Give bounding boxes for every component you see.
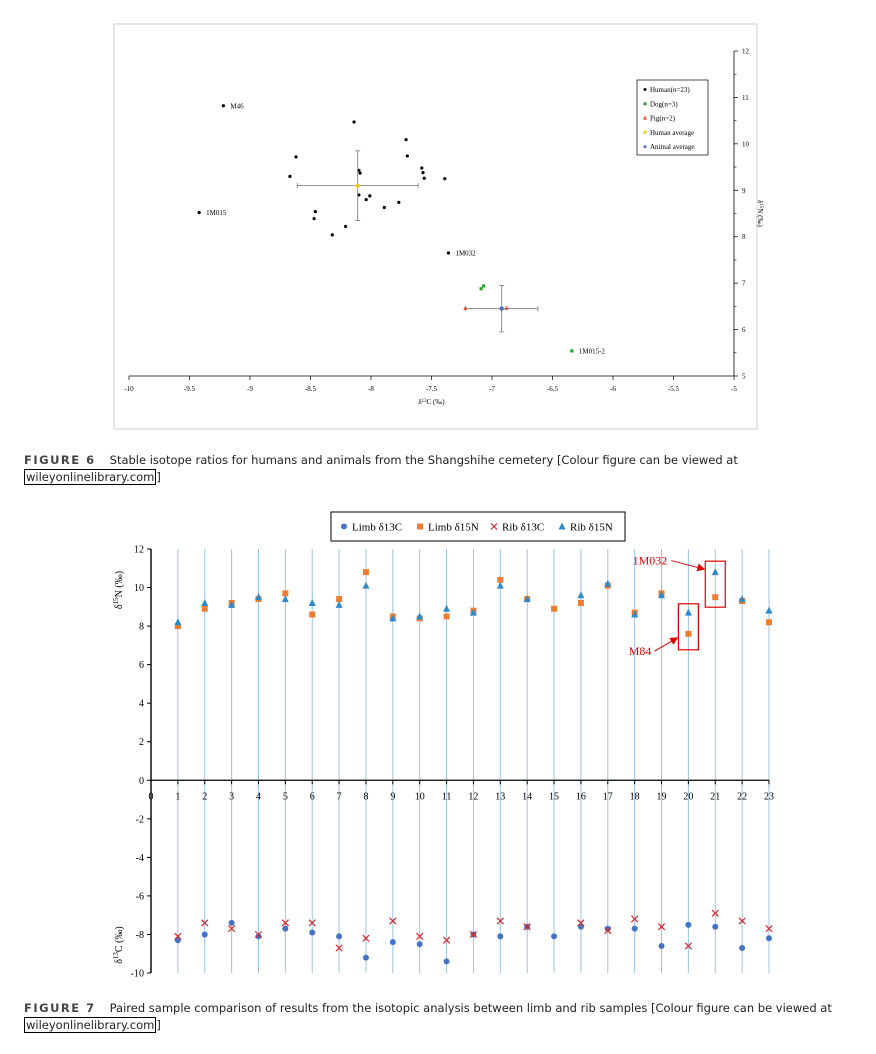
figure-6-link[interactable]: wileyonlinelibrary.com [26,470,155,484]
y-tick-label: 12 [134,544,144,556]
y-tick-label: 5 [742,372,746,381]
data-point [712,594,718,600]
y-tick-label: 10 [742,140,749,149]
y-tick-label: 12 [742,47,749,56]
data-point [551,606,557,612]
annotation-arrow-m84 [654,638,677,651]
figure-7-caption-text: Paired sample comparison of results from the isotopic analysis between limb and rib samples [Colour figure can be viewed at [109,1001,832,1015]
legend-entry-2: Pig(n=2) [650,114,675,123]
legend-entry-0: Human(n=23) [650,86,690,94]
data-point [309,599,316,606]
x-tick-label: 22 [737,791,748,803]
x-tick-label: 14 [522,791,533,803]
x-tick-label: -5 [731,385,737,393]
legend-marker [341,524,347,530]
annotations [629,554,726,659]
x-tick-label: 15 [549,791,560,803]
x-tick-label: 5 [282,791,288,803]
data-point [712,924,718,930]
x-tick-label: -8 [368,385,374,393]
legend-entry-2: Rib δ13C [502,521,545,534]
data-point [444,958,450,964]
x-tick-label: 21 [710,791,721,803]
data-point [309,612,315,618]
data-point [443,605,450,612]
x-tick-label: 17 [602,791,613,803]
data-point [282,926,288,932]
y-axis-label-top: $\delta^{15}N$ (‰) [112,570,125,610]
data-point [417,941,423,947]
y-axis-label: $\delta^{15}N$ (‰) [756,200,764,227]
figure-7-caption [24,1000,854,1034]
x-tick-label: 6 [309,791,315,803]
x-tick-label: 13 [495,791,506,803]
data-point [362,582,369,589]
x-tick-label: 1 [175,791,181,803]
y-tick-label: -2 [135,814,144,826]
legend-entry-3: Rib δ15N [570,521,613,534]
x-tick-label: 18 [629,791,640,803]
data-point [685,922,691,928]
x-tick-label: 3 [229,791,235,803]
x-tick-label: 0 [148,791,154,803]
data-point [363,955,369,961]
figure-7-label: FIGURE 7 [24,1001,96,1015]
annotation-arrow-1m032 [671,561,704,570]
data-point [201,599,208,606]
x-tick-label: -6.5 [546,385,559,393]
x-tick-label: -7 [489,385,495,393]
figure-7-link[interactable]: wileyonlinelibrary.com [26,1018,155,1032]
data-point [202,606,208,612]
x-tick-label: 10 [414,791,425,803]
y-tick-label: 7 [742,279,746,288]
x-tick-label: 12 [468,791,479,803]
x-tick-label: -8.5 [304,385,317,393]
y-tick-label: -6 [135,891,144,903]
figure-7-caption-end: ] [156,1018,161,1032]
data-point [363,569,369,575]
x-tick-label: 20 [683,791,694,803]
x-tick-label: 16 [575,791,586,803]
x-tick-label: 19 [656,791,667,803]
y-tick-label: -10 [130,968,144,980]
figure-6-caption-text: Stable isotope ratios for humans and animals from the Shangshihe cemetery [Colour figure can be viewed at [109,453,738,467]
data-point [712,568,719,575]
legend-entry-3: Human average [650,128,695,137]
y-tick-label: -4 [135,852,144,864]
x-tick-label: -7.5 [425,385,438,393]
y-tick-label: 4 [139,698,144,710]
data-point [577,591,584,598]
data-point [659,943,665,949]
x-tick-label: 4 [255,791,261,803]
data-point [229,920,235,926]
data-point [309,930,315,936]
x-tick-label: 9 [390,791,396,803]
y-tick-label: 0 [139,775,144,787]
data-point [444,613,450,619]
data-point [766,607,773,614]
data-point [766,935,772,941]
data-point [336,933,342,939]
x-tick-label: -6 [610,385,616,393]
data-point [174,618,181,625]
legend [331,512,625,541]
y-tick-label: 8 [139,621,144,633]
figure-6-label: FIGURE 6 [24,453,96,467]
y-tick-label: 6 [139,660,144,672]
x-tick-label: -9 [247,385,253,393]
data-point [685,631,691,637]
data-point [578,600,584,606]
point-label: 1M015-2 [578,347,605,356]
data-point [551,933,557,939]
data-point [685,609,692,616]
legend-marker [417,524,423,530]
annotation-m84: M84 [628,644,652,659]
figure-6-caption-end: ] [156,470,161,484]
legend-entry-4: Animal average [650,143,695,152]
y-tick-label: 11 [742,93,749,102]
y-tick-label: 9 [742,186,746,195]
x-tick-label: -9.5 [183,385,196,393]
x-tick-label: 7 [336,791,342,803]
x-axis-label: $\delta^{13}C$ (‰) [418,398,445,406]
x-tick-label: 23 [764,791,774,803]
data-point [202,931,208,937]
legend-entry-1: Limb δ15N [428,521,479,534]
y-tick-label: 8 [742,233,746,242]
x-tick-label: 8 [363,791,369,803]
data-point [739,945,745,951]
x-tick-label: 2 [202,791,208,803]
point-label: M46 [230,102,244,111]
point-label: 1M015 [206,209,227,218]
x-tick-label: 11 [441,791,452,803]
y-tick-label: 10 [134,583,144,595]
data-point [497,933,503,939]
data-point [390,939,396,945]
data-point [766,619,772,625]
x-tick-label: -10 [124,385,134,393]
x-tick-label: -5.5 [667,385,680,393]
y-tick-label: 2 [139,737,144,749]
y-axis-label-bottom: $\delta^{13}C$ (‰) [112,926,125,964]
y-tick-label: -8 [135,929,144,941]
legend-entry-1: Dog(n=3) [650,100,678,109]
y-tick-label: 6 [742,326,746,335]
data-point [632,926,638,932]
point-label: 1M032 [455,249,476,258]
annotation-1m032: 1M032 [632,553,668,568]
legend-entry-0: Limb δ13C [352,521,403,534]
